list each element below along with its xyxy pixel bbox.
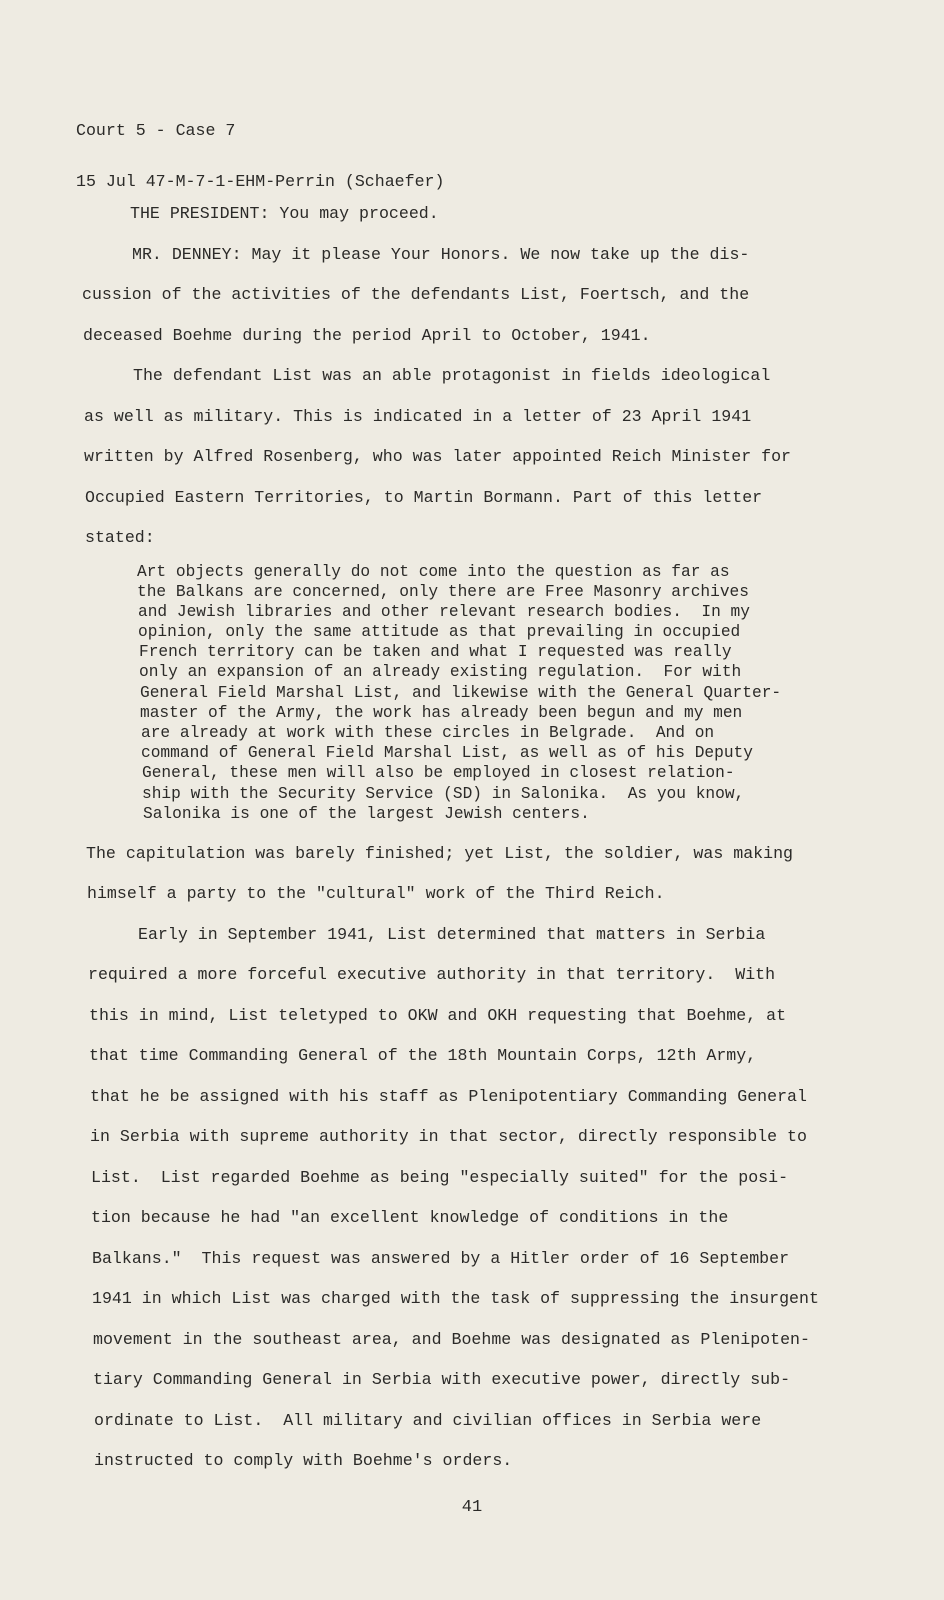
text-line: this in mind, List teletyped to OKW and OKH requesting that Boehme, at [89, 1005, 787, 1025]
text-line: that he be assigned with his staff as Plenipotentiary Commanding General [90, 1086, 807, 1106]
paragraph [80, 915, 920, 1482]
text-line: Salonika is one of the largest Jewish centers. [143, 804, 590, 823]
text-line: Balkans." This request was answered by a Hitler order of 16 September [92, 1248, 790, 1268]
text-line: THE PRESIDENT: You may proceed. [130, 204, 439, 223]
text-line: that time Commanding General of the 18th Mountain Corps, 12th Army, [89, 1046, 757, 1066]
paragraph [80, 194, 920, 235]
text-line: ordinate to List. All military and civilian offices in Serbia were [94, 1410, 762, 1430]
page-number: 41 [461, 1498, 483, 1517]
text-line: movement in the southeast area, and Boehme was designated as Plenipoten- [93, 1329, 810, 1349]
text-line: as well as military. This is indicated in a letter of 23 April 1941 [84, 406, 752, 426]
paragraph [80, 834, 920, 915]
block-quote [132, 562, 920, 824]
text-line: deceased Boehme during the period April to October, 1941. [83, 325, 651, 345]
paragraph [80, 235, 920, 357]
text-line: General, these men will also be employed in closest relation- [142, 764, 735, 783]
text-line: 1941 in which List was charged with the task of suppressing the insurgent [92, 1289, 819, 1309]
header-court-case: Court 5 - Case 7 [76, 121, 236, 140]
header-reference: 15 Jul 47-M-7-1-EHM-Perrin (Schaefer) [76, 172, 445, 191]
text-line: Early in September 1941, List determined that matters in Serbia [138, 924, 766, 944]
text-line: and Jewish libraries and other relevant research bodies. In my [138, 602, 750, 621]
text-line: instructed to comply with Boehme's orders. [94, 1451, 513, 1471]
text-line: ship with the Security Service (SD) in Salonika. As you know, [142, 784, 745, 803]
text-line: MR. DENNEY: May it please Your Honors. We now take up the dis- [132, 244, 750, 264]
text-line: in Serbia with supreme authority in that sector, directly responsible to [90, 1127, 807, 1147]
text-line: tiary Commanding General in Serbia with executive power, directly sub- [93, 1370, 791, 1390]
text-line: himself a party to the "cultural" work of the Third Reich. [87, 884, 665, 904]
text-line: are already at work with these circles in Belgrade. And on [141, 724, 715, 742]
text-line: tion because he had "an excellent knowledge of conditions in the [91, 1208, 729, 1228]
text-line: stated: [85, 528, 155, 547]
paragraph [80, 356, 920, 559]
text-line: List. List regarded Boehme as being "especially suited" for the posi- [91, 1167, 789, 1187]
text-line: cussion of the activities of the defendants List, Foertsch, and the [82, 285, 750, 304]
text-line: master of the Army, the work has already been begun and my men [140, 703, 743, 722]
text-line: French territory can be taken and what I requested was really [139, 643, 732, 662]
text-line: the Balkans are concerned, only there are Free Masonry archives [137, 582, 749, 601]
text-line: command of General Field Marshal List, as well as of his Deputy [141, 744, 753, 763]
text-line: opinion, only the same attitude as that prevailing in occupied [138, 623, 741, 642]
text-line: The defendant List was an able protagonist in fields ideological [133, 366, 771, 385]
text-line: Occupied Eastern Territories, to Martin Bormann. Part of this letter [85, 487, 763, 507]
text-line: required a more forceful executive authority in that territory. With [88, 965, 776, 985]
text-line: Art objects generally do not come into the question as far as [137, 562, 730, 581]
transcript-body [80, 194, 920, 1482]
text-line: only an expansion of an already existing regulation. For with [139, 663, 742, 682]
document-header [76, 88, 444, 207]
text-line: written by Alfred Rosenberg, who was later appointed Reich Minister for [84, 447, 792, 466]
text-line: General Field Marshal List, and likewise with the General Quarter- [140, 683, 782, 702]
text-line: The capitulation was barely finished; yet List, the soldier, was making [86, 843, 794, 863]
